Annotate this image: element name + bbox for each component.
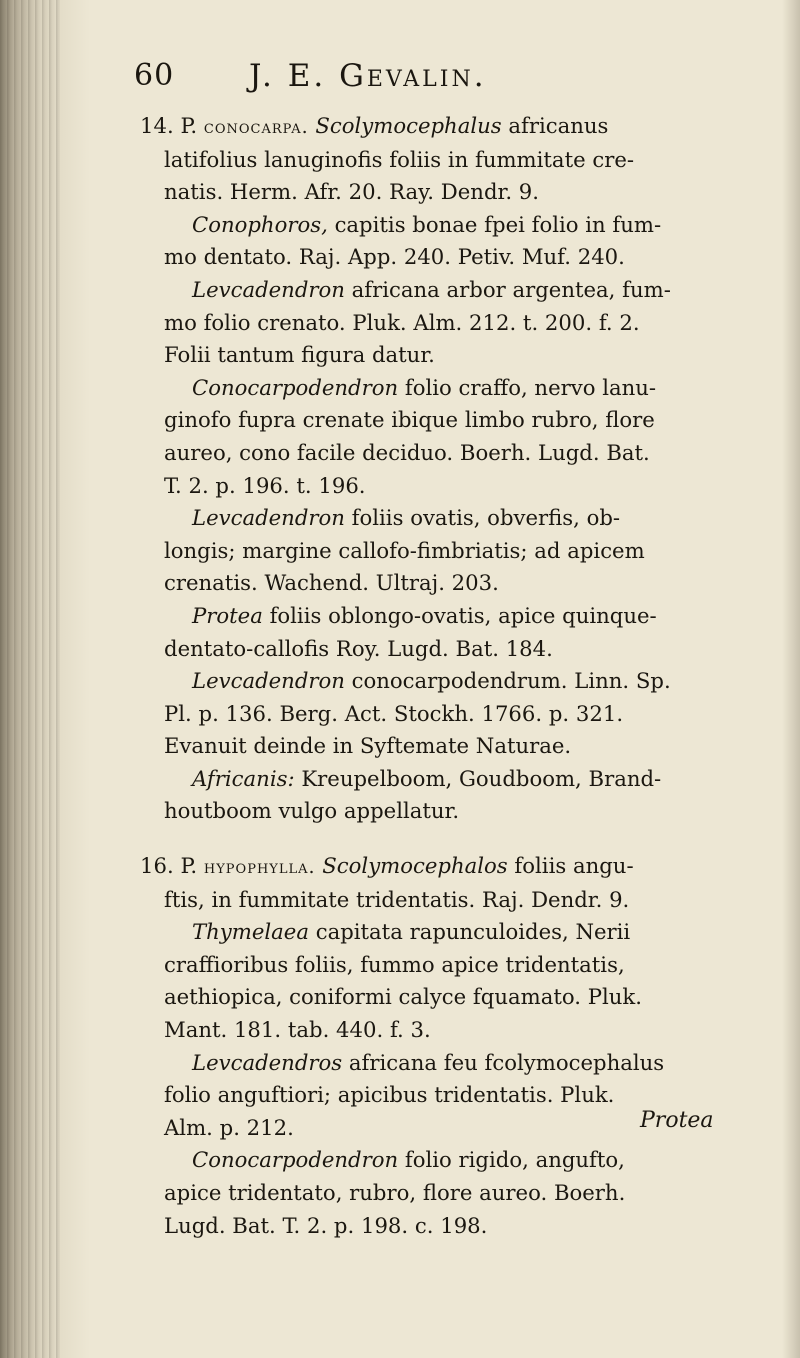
text-line (140, 850, 750, 884)
line-text: crenatis. Wachend. Ultraj. 203. (164, 570, 499, 596)
text-line (140, 763, 750, 796)
text-line (140, 1144, 750, 1177)
page-number: 60 (134, 58, 175, 93)
text-line (140, 884, 750, 917)
line-text: Folii tantum figura datur. (164, 342, 435, 368)
text-line (140, 502, 750, 535)
text-line (140, 144, 750, 177)
species-epithet: hypophylla. (203, 856, 316, 879)
line-text: Mant. 181. tab. 440. f. 3. (164, 1017, 431, 1043)
line-text: natis. Herm. Afr. 20. Ray. Dendr. 9. (164, 179, 539, 205)
text-line (140, 1177, 750, 1210)
line-text: africanus (501, 113, 609, 138)
taxon-name: Conocarpodendron (192, 1147, 399, 1173)
line-text: Pl. p. 136. Berg. Act. Stockh. 1766. p. 321. (164, 700, 624, 726)
taxon-name: Conocarpodendron (192, 374, 399, 400)
catchword: Protea (640, 1108, 714, 1133)
line-text: Kreupelboom, Goudboom, Brand- (294, 765, 662, 791)
taxon-name: Africanis: (192, 765, 295, 791)
line-text: apice tridentato, rubro, flore aureo. Boerh. (164, 1180, 626, 1205)
page-edge (782, 0, 800, 1358)
text-line (140, 633, 750, 666)
entry-gap (140, 828, 750, 850)
line-text: folio craffo, nervo lanu- (398, 374, 657, 400)
text-line (140, 949, 750, 982)
taxon-name: Levcadendron (192, 505, 345, 531)
text-line (140, 437, 750, 470)
taxon-name: Protea (192, 602, 263, 628)
page-header (134, 58, 680, 98)
taxon-name: Levcadendron (192, 668, 345, 694)
entry-number: 14. (140, 113, 174, 138)
text-line (140, 307, 750, 340)
text-line (140, 916, 750, 949)
text-line (140, 339, 750, 372)
line-text: Lugd. Bat. T. 2. p. 198. c. 198. (164, 1212, 488, 1238)
line-text: foliis ovatis, obverfis, ob- (344, 505, 621, 531)
text-line (140, 600, 750, 633)
text-line (140, 274, 750, 307)
text-line (140, 241, 750, 274)
line-text: mo folio crenato. Pluk. Alm. 212. t. 200. f. 2. (164, 309, 640, 335)
text-line (140, 730, 750, 763)
text-line (140, 1014, 750, 1047)
line-text: latifolius lanuginofis foliis in fummitate cre- (164, 146, 635, 172)
text-line (140, 110, 750, 144)
line-text: T. 2. p. 196. t. 196. (164, 472, 366, 498)
taxon-name: Scolymocephalus (308, 113, 502, 138)
text-line (140, 209, 750, 242)
line-text: Evanuit deinde in Syftemate Naturae. (164, 733, 572, 759)
body-text (140, 110, 750, 1242)
entry-number: 16. (140, 853, 174, 879)
line-text: conocarpodendrum. Linn. Sp. (344, 668, 671, 694)
line-text: capitis bonae fpei folio in fum- (327, 211, 662, 237)
running-head: J. E. Gevalin. (249, 58, 487, 94)
text-line (140, 1047, 750, 1080)
taxon-name: Levcadendron (192, 276, 345, 302)
line-text: mo dentato. Raj. App. 240. Petiv. Muf. 240. (164, 244, 625, 270)
line-text: longis; margine callofo-fimbriatis; ad apicem (164, 537, 645, 563)
line-text: dentato-callofis Roy. Lugd. Bat. 184. (164, 635, 553, 661)
line-text: africana feu fcolymocephalus (342, 1049, 665, 1075)
taxon-name: Scolymocephalos (315, 853, 508, 879)
line-text: africana arbor argentea, fum- (344, 276, 671, 302)
line-text: houtboom vulgo appellatur. (164, 798, 460, 824)
text-line (140, 665, 750, 698)
text-line (140, 470, 750, 503)
line-text: craffioribus foliis, fummo apice tridentatis, (164, 951, 625, 977)
line-text: foliis angu- (507, 853, 634, 879)
text-line (140, 1079, 750, 1112)
line-text: ftis, in fummitate tridentatis. Raj. Dendr. 9. (164, 886, 630, 912)
taxon-name: Levcadendros (192, 1049, 343, 1075)
gutter-shadow (0, 0, 60, 1358)
text-line (140, 176, 750, 209)
text-line (140, 567, 750, 600)
line-text: aethiopica, coniformi calyce fquamato. Pluk. (164, 984, 642, 1010)
line-text: aureo, cono facile deciduo. Boerh. Lugd. Bat. (164, 439, 650, 465)
line-text: folio anguftiori; apicibus tridentatis. Pluk. (164, 1082, 615, 1108)
taxon-name: Thymelaea (192, 919, 309, 945)
line-text: capitata rapunculoides, Nerii (308, 919, 631, 945)
line-text: foliis oblongo-ovatis, apice quinque- (262, 602, 657, 628)
text-line (140, 535, 750, 568)
line-text: folio rigido, angufto, (398, 1147, 625, 1173)
text-line (140, 372, 750, 405)
line-text: P. (173, 113, 204, 138)
line-text: ginofo fupra crenate ibique limbo rubro, flore (164, 407, 655, 433)
line-text: P. (173, 853, 204, 879)
taxon-name: Conophoros, (192, 211, 328, 237)
text-line (140, 795, 750, 828)
text-line (140, 1210, 750, 1243)
text-line (140, 698, 750, 731)
species-epithet: conocarpa. (203, 116, 309, 138)
text-line (140, 404, 750, 437)
text-line (140, 981, 750, 1014)
line-text: Alm. p. 212. (164, 1114, 294, 1140)
